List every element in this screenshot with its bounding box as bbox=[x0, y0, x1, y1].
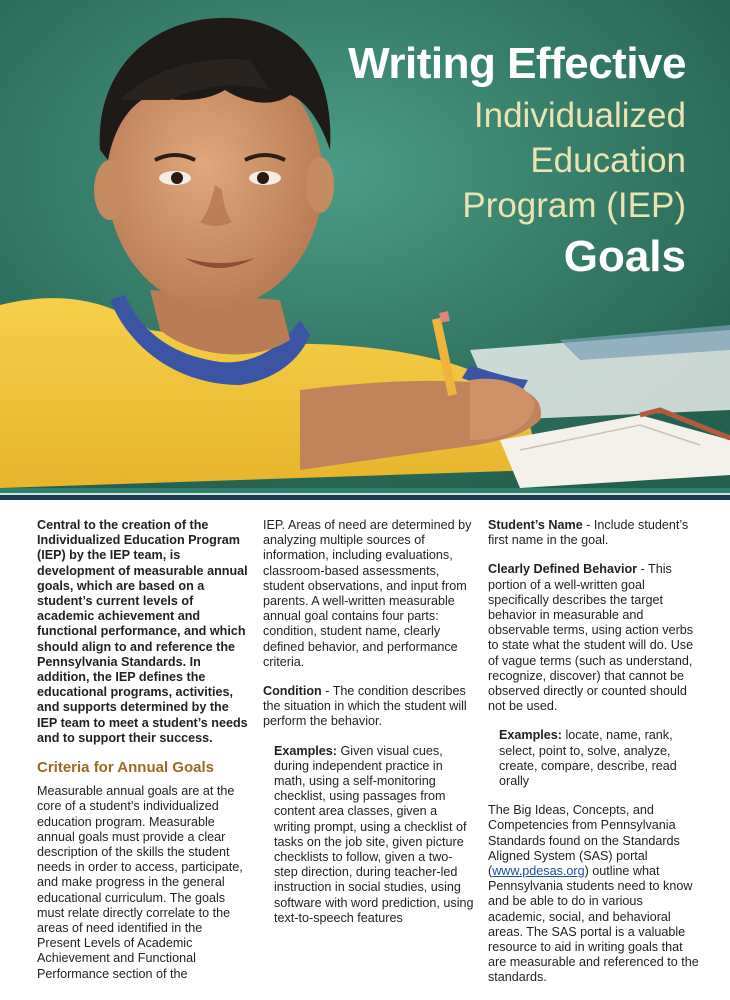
title-line-writing-effective: Writing Effective bbox=[348, 39, 686, 88]
column-3 bbox=[488, 518, 702, 1000]
student-name-text: - Include student’s first name in the goal. bbox=[488, 518, 689, 548]
behavior-examples-label: Examples: bbox=[499, 728, 562, 743]
column-1 bbox=[37, 518, 249, 996]
areas-of-need-paragraph: IEP. Areas of need are determined by analyzing multiple sources of information, including evaluations, classroom-based assessments, student observations, and input from parents. A well-written measurable annual goal contains four parts: condition, student name, clearly defined behavior, and performance criteria. bbox=[263, 518, 472, 669]
condition-term: Condition bbox=[263, 684, 322, 699]
student-name-term: Student’s Name bbox=[488, 518, 583, 532]
intro-paragraph: Central to the creation of the Individualized Education Program (IEP) by the IEP team, is development of measurable annual goals, which are based on a student’s current levels of academic achievement and functional performance, and which should align to and reference the Pennsylvania Standards. In addition, the IEP defines the educational programs, activities, and supports determined by the IEP team to meet a student’s needs and to support their success. bbox=[37, 518, 248, 745]
criteria-heading: Criteria for Annual Goals bbox=[37, 759, 214, 777]
title-block bbox=[348, 40, 686, 281]
student-name-paragraph bbox=[488, 518, 702, 548]
behavior-term: Clearly Defined Behavior bbox=[488, 562, 638, 577]
pdesas-link[interactable]: www.pdesas.org bbox=[492, 864, 585, 879]
sas-paragraph bbox=[488, 803, 702, 985]
divider-navy bbox=[0, 495, 730, 500]
condition-examples-label: Examples: bbox=[274, 743, 337, 758]
condition-text: - The condition describes the situation in which the student will perform the behavior. bbox=[263, 684, 467, 729]
condition-examples bbox=[263, 744, 475, 926]
title-line-individualized: Individualized bbox=[473, 96, 686, 136]
title-line-goals: Goals bbox=[563, 231, 686, 281]
condition-paragraph bbox=[263, 684, 475, 730]
column-2 bbox=[263, 518, 475, 940]
sas-text-after: ) outline what Pennsylvania students need to know and be able to do in various academic, social, and behavioral areas. The SAS portal is a valuable resource to aid in writing goals that are measurable and referenced to the standards. bbox=[488, 864, 699, 985]
behavior-text: - This portion of a well-written goal specifically describes the target behavior in measurable and observable terms, using action verbs to state what the student will do. Use of vague terms (such as understand, recognize, discover) that cannot be observed directly or counted should not be used. bbox=[488, 562, 694, 714]
sas-text-before: The Big Ideas, Concepts, and Competencies from Pennsylvania Standards found on the Standards Aligned System (SAS) portal ( bbox=[488, 803, 680, 879]
behavior-paragraph bbox=[488, 562, 702, 714]
condition-examples-text: Given visual cues, during independent practice in math, using a self-monitoring checklist, using passages from content area classes, given a writing prompt, using a checklist of tasks on the job site, given picture checklists to follow, given a two-step direction, during teacher-led instruction in social studies, using software with word prediction, using text-to-speech features bbox=[274, 743, 474, 925]
title-subtitle bbox=[348, 94, 686, 228]
title-line-education: Education bbox=[530, 141, 686, 181]
behavior-examples-text: locate, name, rank, select, point to, solve, analyze, create, compare, describe, read orally bbox=[499, 728, 677, 789]
title-line-program-iep: Program (IEP) bbox=[462, 185, 686, 225]
behavior-examples bbox=[488, 728, 702, 789]
criteria-paragraph: Measurable annual goals are at the core of a student’s individualized education program. Measurable annual goals must provide a clear description of the skills the student needs in order to access, participate, and make progress in the general educational curriculum. The goals must relate directly correlate to the areas of need identified in the Present Levels of Academic Achievement and Functional Performance section of the bbox=[37, 784, 243, 981]
hero-banner bbox=[0, 0, 730, 488]
